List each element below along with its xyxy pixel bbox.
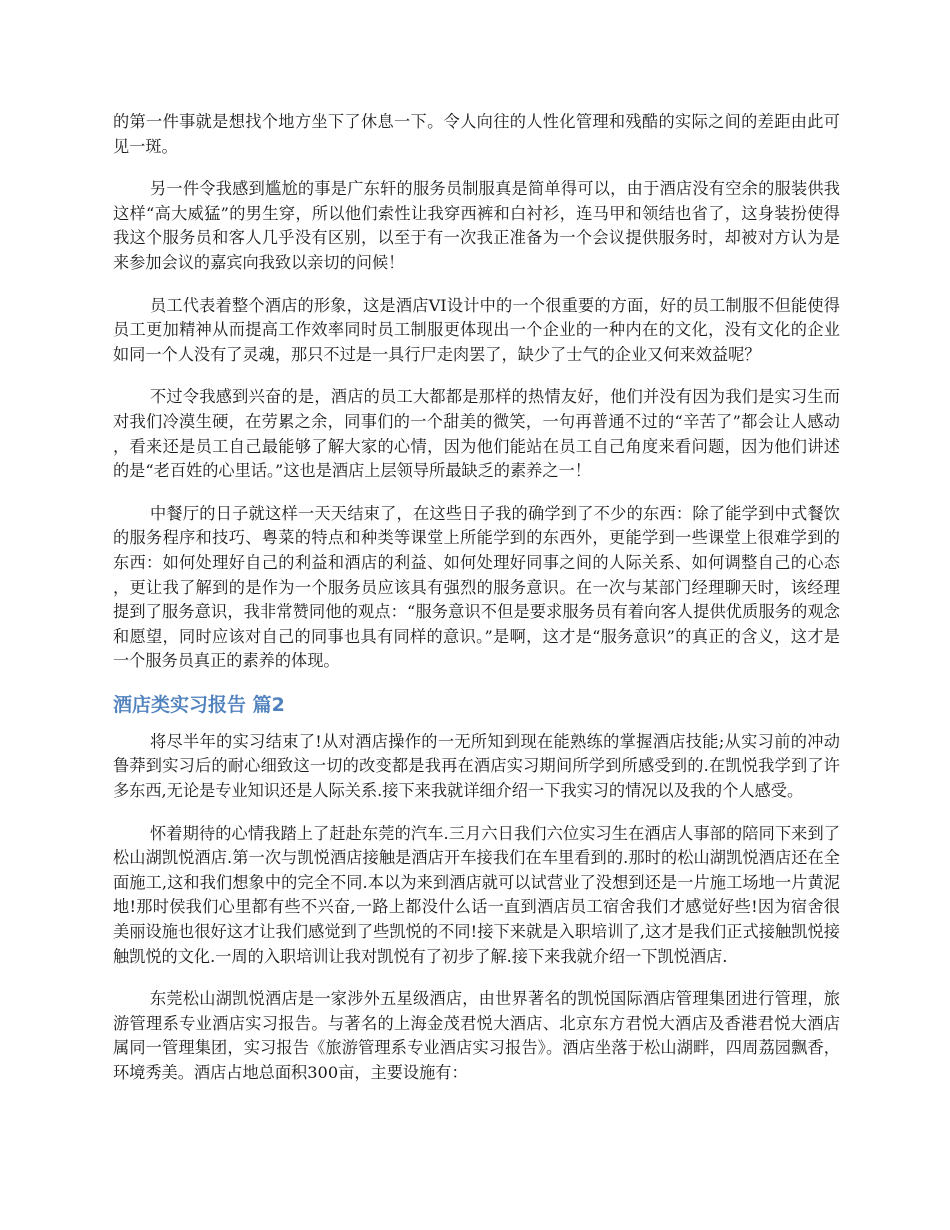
section-heading: 酒店类实习报告 篇2 — [113, 693, 285, 716]
paragraph-arrival: 怀着期待的心情我踏上了赶赴东莞的汽车.三月六日我们六位实习生在酒店人事部的陪同下来到了松山湖凯悦酒店.第一次与凯悦酒店接触是酒店开车接我们在车里看到的.那时的松山湖凯悦酒店还在全面施工,这和我们想象中的完全不同.本以为来到酒店就可以试营业了没想到还是一片施工场地一片黄泥地!那时侯我们心里都有些不兴奋,一路上都没什么话一直到酒店员工宿舍我们才感觉好些!因为宿舍很美丽设施也很好这才让我们感觉到了些凯悦的不同!接下来就是入职培训了,这才是我们正式接触凯悦接触凯悦的文化.一周的入职培训让我对凯悦有了初步了解.接下来我就介绍一下凯悦酒店. — [113, 823, 840, 966]
paragraph-hotel-intro: 东莞松山湖凯悦酒店是一家涉外五星级酒店，由世界著名的凯悦国际酒店管理集团进行管理，旅游管理系专业酒店实习报告。与著名的上海金茂君悦大酒店、北京东方君悦大酒店及香港君悦大酒店属同一管理集团，实习报告《旅游管理系专业酒店实习报告》。酒店坐落于松山湖畔，四周荔园飘香，环境秀美。酒店占地总面积300亩，主要设施有： — [113, 989, 840, 1082]
paragraph-friendly-staff: 不过令我感到兴奋的是，酒店的员工大都都是那样的热情友好，他们并没有因为我们是实习生而对我们冷漠生硬，在劳累之余，同事们的一个甜美的微笑，一句再普通不过的“辛苦了”都会让人感动，看来还是员工自己最能够了解大家的心情，因为他们能站在员工自己角度来看问题，因为他们讲述的是“老百姓的心里话。”这也是酒店上层领导所最缺乏的素养之一！ — [113, 387, 840, 481]
document-body — [113, 110, 840, 1104]
paragraph-service-awareness: 中餐厅的日子就这样一天天结束了，在这些日子我的确学到了不少的东西：除了能学到中式餐饮的服务程序和技巧、粤菜的特点和种类等课堂上所能学到的东西外，更能学到一些课堂上很难学到的东西：如何处理好自己的利益和酒店的利益、如何处理好同事之间的人际关系、如何调整自己的心态，更让我了解到的是作为一个服务员应该具有强烈的服务意识。在一次与某部门经理聊天时，该经理提到了服务意识，我非常赞同他的观点：“服务意识不但是要求服务员有着向客人提供优质服务的观念和愿望，同时应该对自己的同事也具有同样的意识。”是啊，这才是“服务意识”的真正的含义，这才是一个服务员真正的素养的体现。 — [113, 503, 840, 671]
paragraph-internship-summary: 将尽半年的实习结束了!从对酒店操作的一无所知到现在能熟练的掌握酒店技能;从实习前的冲动鲁莽到实习后的耐心细致这一切的改变都是我再在酒店实习期间所学到所感受到的.在凯悦我学到了许多东西,无论是专业知识还是人际关系.接下来我就详细介绍一下我实习的情况以及我的个人感受。 — [113, 731, 840, 801]
paragraph-employee-image: 员工代表着整个酒店的形象，这是酒店VI设计中的一个很重要的方面，好的员工制服不但能使得员工更加精神从而提高工作效率同时员工制服更体现出一个企业的一种内在的文化，没有文化的企业如同一个人没有了灵魂，那只不过是一具行尸走肉罢了，缺少了士气的企业又何来效益呢？ — [113, 295, 840, 364]
paragraph-uniform: 另一件令我感到尴尬的事是广东轩的服务员制服真是简单得可以，由于酒店没有空余的服装供我这样“高大威猛”的男生穿，所以他们索性让我穿西裤和白衬衫，连马甲和领结也省了，这身装扮使得我这个服务员和客人几乎没有区别，以至于有一次我正准备为一个会议提供服务时，却被对方认为是来参加会议的嘉宾向我致以亲切的问候！ — [113, 179, 840, 272]
paragraph-continuation: 的第一件事就是想找个地方坐下了休息一下。令人向往的人性化管理和残酷的实际之间的差距由此可见一斑。 — [113, 112, 840, 156]
